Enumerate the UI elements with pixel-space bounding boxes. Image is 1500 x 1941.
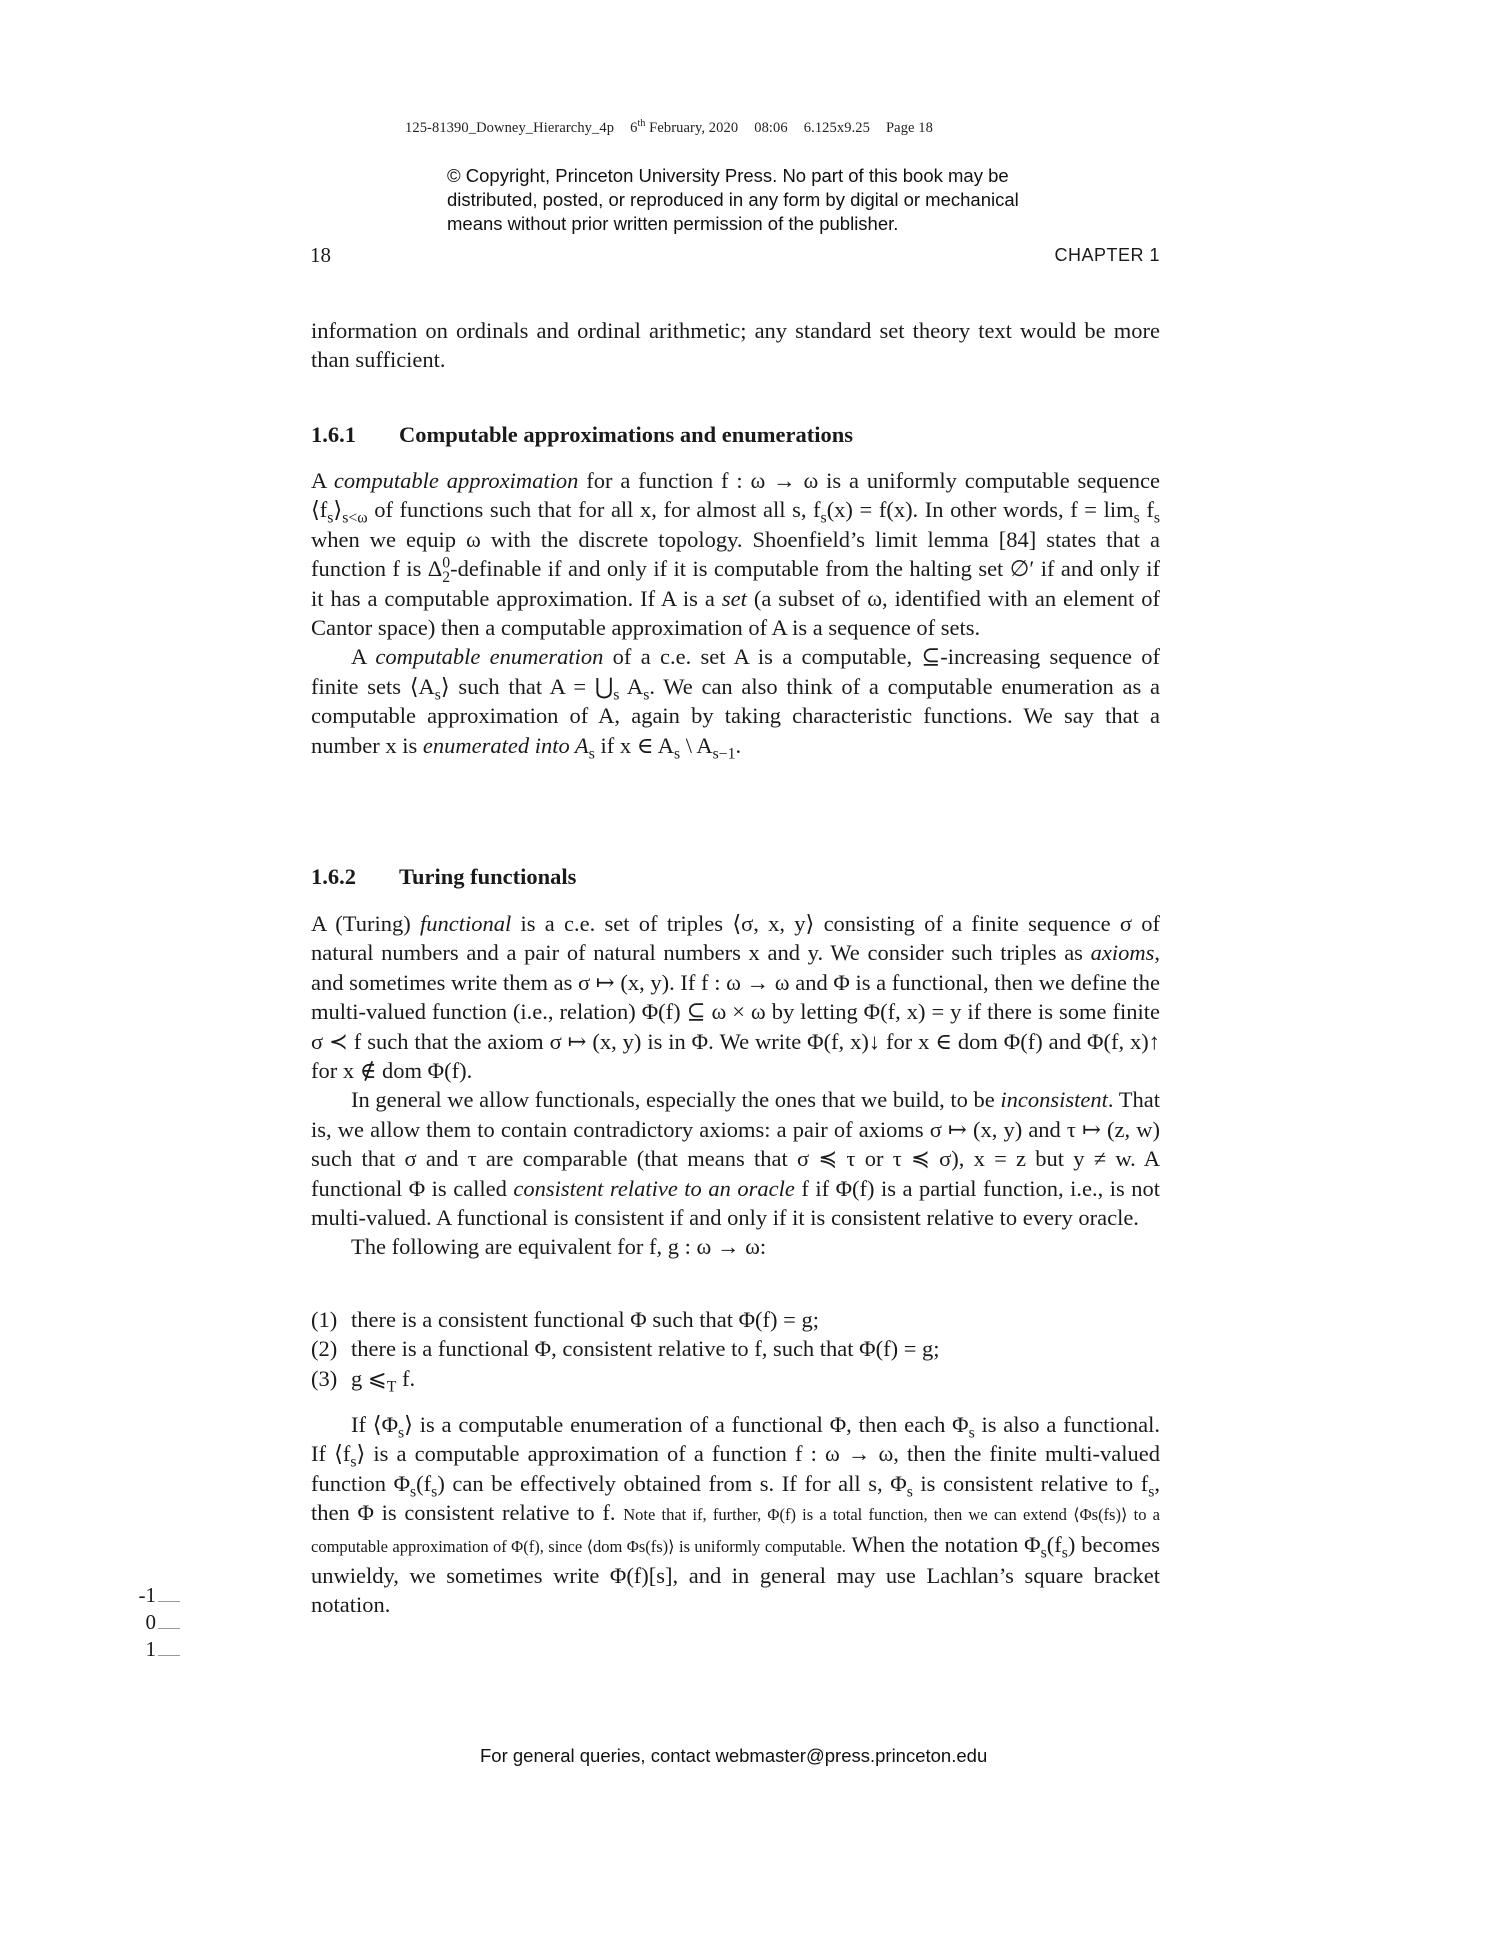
- slug-trim: 6.125x9.25: [803, 120, 870, 136]
- intro-paragraph: information on ordinals and ordinal arithmetic; any standard set theory text would be more than sufficient.: [311, 318, 1160, 373]
- margin-mark: 0: [130, 1609, 180, 1636]
- paragraph: The following are equivalent for f, g : ω → ω:: [351, 1234, 767, 1260]
- section-heading-1-6-1: 1.6.1 Computable approximations and enumerations: [311, 422, 854, 447]
- slug-time: 08:06: [754, 120, 788, 136]
- paragraph: A computable enumeration of a c.e. set A is a computable, ⊆-increasing sequence of finite sets $⟨A_s⟩$ such that $A = ⋃_s$ $A_s$. We can also think of a computable enumeration as a computable approximation of A, again by taking characteristic functions. We say that a number x is enumerated into $A_s$ if x ∈ $A_s$ \ $A_{s-1}$.: [311, 644, 1160, 763]
- closing-paragraph: [311, 1410, 1160, 1620]
- list-item: (1) there is a consistent functional Φ such that Φ(f) = g;: [311, 1307, 819, 1332]
- slug-page: Page 18: [886, 120, 934, 136]
- paragraph: If $⟨\Phi_s⟩$ is a computable enumeration of a functional Φ, then each $\Phi_s$ is also a functional. If $⟨f_s⟩$ is a computable approximation of a function f : ω → ω, then the finite multi-valued function $\Phi_s(f_s)$ can be effectively obtained from s. If for all s, $\Phi_s$ is consistent relative to $f_s$, then Φ is consistent relative to f. Note that if, further, Φ(f) is a total function, then we can extend ⟨Φs(fs)⟩ to a computable approximation of Φ(f), since ⟨dom Φs(fs)⟩ is uniformly computable. When the notation $\Phi_s(f_s)$ becomes unwieldy, we sometimes write Φ(f)[s], and in general may use Lachlan’s square bracket notation.: [311, 1412, 1160, 1618]
- print-slug: [405, 120, 949, 137]
- equivalence-list: [311, 1305, 1160, 1396]
- section-1-6-1-body: [311, 466, 1160, 763]
- paragraph: A computable approximation for a function f : ω → ω is a uniformly computable sequence $⟨f_s⟩_{s<\omega}$ of functions such that for all x, for almost all s, $f_s(x) = f(x)$. In other words, $f = \lim_s f_s$ when we equip ω with the discrete topology. Shoenfield’s limit lemma [84] states that a function f is $\Delta^0_2$-definable if and only if it is computable from the halting set ∅′ if and only if it has a computable approximation. If A is a set (a subset of ω, identified with an element of Cantor space) then a computable approximation of A is a sequence of sets.: [311, 468, 1160, 641]
- footer-contact: For general queries, contact webmaster@press.princeton.edu: [480, 1745, 988, 1766]
- slug-date: 6th February, 2020: [630, 118, 739, 136]
- running-head: CHAPTER 1: [1054, 245, 1160, 265]
- paragraph: A (Turing) functional is a c.e. set of triples ⟨σ, x, y⟩ consisting of a finite sequence σ of natural numbers and a pair of natural numbers x and y. We consider such triples as axioms, and sometimes write them as σ ↦ (x, y). If f : ω → ω and Φ is a functional, then we define the multi-valued function (i.e., relation) Φ(f) ⊆ ω × ω by letting Φ(f, x) = y if there is some finite σ ≺ f such that the axiom σ ↦ (x, y) is in Φ. We write Φ(f, x)↓ for x ∈ dom Φ(f) and Φ(f, x)↑ for x ∉ dom Φ(f).: [311, 911, 1160, 1084]
- margin-line-marks: [130, 1582, 180, 1663]
- list-item: (2) there is a functional Φ, consistent relative to f, such that Φ(f) = g;: [311, 1336, 940, 1362]
- section-heading-1-6-2: 1.6.2 Turing functionals: [311, 864, 577, 889]
- list-item: (3) g $⩽_T$ f.: [311, 1365, 416, 1396]
- small-note: Note that if, further, Φ(f) is a total function, then we can extend ⟨Φs(fs)⟩ to a computable approximation of Φ(f), since ⟨dom Φs(fs)⟩ is uniformly computable.: [311, 1505, 1160, 1556]
- paragraph: In general we allow functionals, especially the ones that we build, to be inconsistent. That is, we allow them to contain contradictory axioms: a pair of axioms σ ↦ (x, y) and τ ↦ (z, w) such that σ and τ are comparable (that means that σ ≼ τ or τ ≼ σ), x = z but y ≠ w. A functional Φ is called consistent relative to an oracle f if Φ(f) is a partial function, i.e., is not multi-valued. A functional is consistent if and only if it is consistent relative to every oracle.: [311, 1087, 1160, 1231]
- slug-file: 125-81390_Downey_Hierarchy_4p: [405, 120, 615, 136]
- margin-mark: 1: [130, 1636, 180, 1663]
- page-number: 18: [310, 243, 331, 267]
- copyright-notice: © Copyright, Princeton University Press. No part of this book may be distributed, posted, or reproduced in any form by digital or mechanical means without prior written permission of the publisher.: [447, 165, 1019, 234]
- margin-mark: -1: [130, 1582, 180, 1609]
- section-1-6-2-body: [311, 909, 1160, 1262]
